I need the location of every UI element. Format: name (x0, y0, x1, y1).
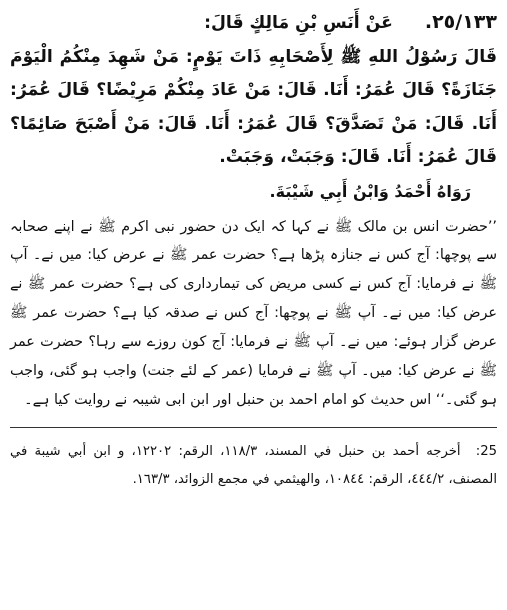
hadith-source: رَوَاهُ أَحْمَدُ وَابْنُ أَبِي شَيْبَةَ. (269, 181, 471, 201)
footnote-divider (10, 427, 497, 428)
footnote (10, 438, 497, 494)
hadith-number: ٢٥/١٣٣. (424, 11, 497, 33)
hadith-matn: قَالَ رَسُوْلُ اللهِ ﷺ لِأَصْحَابِهِ ذَاتَ يَوْمٍ: مَنْ شَهِدَ مِنْكُمُ الْيَوْمَ جَنَازَةً؟ قَالَ عُمَرُ: أَنَا. قَالَ: مَنْ عَادَ مِنْكُمْ مَرِيْضًا؟ قَالَ عُمَرُ: أَنَا. قَالَ: مَنْ تَصَدَّقَ؟ قَالَ عُمَرُ: أَنَا. قَالَ: مَنْ أَصْبَحَ صَائِمًا؟ قَالَ عُمَرُ: أَنَا. قَالَ: وَجَبَتْ، وَجَبَتْ. (10, 46, 497, 167)
hadith-narrator: عَنْ أَنَسِ بْنِ مَالِكٍ قَالَ: (204, 13, 393, 33)
urdu-translation: ’’حضرت انس بن مالک ﷺ نے کہا کہ ایک دن حضور نبی اکرم ﷺ نے اپنے صحابہ سے پوچھا: آج کس نے جنازہ پڑھا ہے؟ حضرت عمر ﷺ نے عرض کیا: میں نے۔ آپ ﷺ نے فرمایا: آج کس نے کسی مریض کی تیمارداری کی ہے؟ حضرت عمر ﷺ نے عرض کیا: میں نے۔ آپ ﷺ نے پوچھا: آج کس نے صدقہ کیا ہے؟ حضرت عمر ﷺ عرض گزار ہوئے: میں نے۔ آپ ﷺ نے فرمایا: آج کون روزے سے رہا؟ حضرت عمر ﷺ نے عرض کیا: میں۔ آپ ﷺ نے فرمایا (عمر کے لئے جنت) واجب ہو گئی، واجب ہو گئی۔‘‘ اس حدیث کو امام احمد بن حنبل اور ابن ابی شیبہ نے روایت کیا ہے۔ (10, 218, 497, 408)
footnote-number: 25: (475, 443, 497, 459)
hadith-arabic-text (10, 6, 497, 175)
hadith-header (10, 6, 497, 41)
footnote-text: أخرجه أحمد بن حنبل في المسند، ١١٨/٣، الرقم: ١٢٢٠٢، و ابن أبي شيبة في المصنف، ٤٤٤/٢، الرقم: ١٠٨٤٤، والهيثمي في مجمع الزوائد، ١٦٣/٣. (10, 443, 497, 487)
